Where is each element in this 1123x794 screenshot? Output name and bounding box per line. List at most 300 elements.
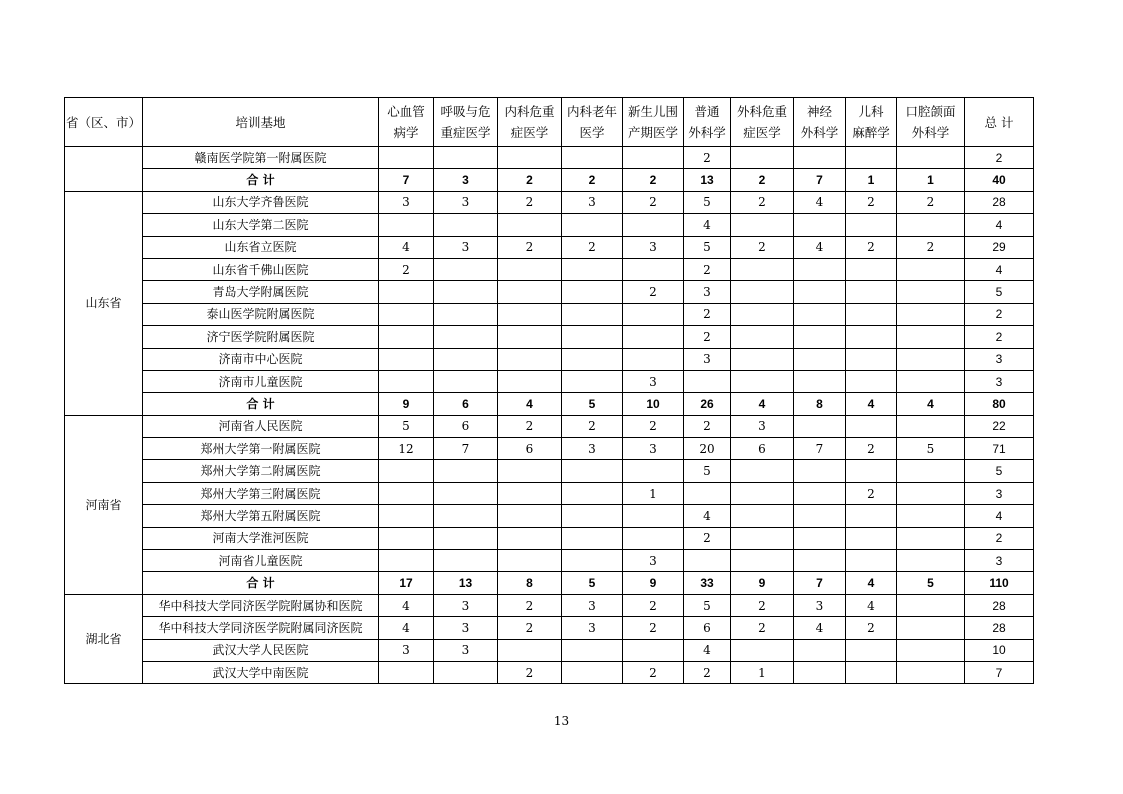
value-cell: 2 <box>846 617 897 639</box>
value-cell <box>794 550 846 572</box>
value-cell: 2 <box>731 594 794 616</box>
value-cell <box>846 550 897 572</box>
value-cell: 3 <box>562 617 623 639</box>
header-specialty <box>684 98 731 147</box>
header-specialty <box>731 98 794 147</box>
value-cell: 2 <box>623 661 684 683</box>
value-cell <box>434 326 498 348</box>
value-cell <box>498 482 562 504</box>
base-name: 济南市儿童医院 <box>143 370 379 392</box>
value-cell <box>731 214 794 236</box>
value-cell: 6 <box>498 438 562 460</box>
row-total: 28 <box>965 594 1034 616</box>
value-cell <box>498 147 562 169</box>
table-row <box>65 214 1034 236</box>
value-cell <box>731 482 794 504</box>
subtotal-row <box>65 572 1034 594</box>
value-cell <box>562 505 623 527</box>
value-cell <box>846 505 897 527</box>
value-cell <box>684 482 731 504</box>
value-cell <box>498 348 562 370</box>
value-cell <box>731 281 794 303</box>
value-cell <box>623 303 684 325</box>
value-cell: 3 <box>379 191 434 213</box>
table-row <box>65 550 1034 572</box>
value-cell: 4 <box>794 191 846 213</box>
row-total: 2 <box>965 147 1034 169</box>
base-name: 济南市中心医院 <box>143 348 379 370</box>
table-row <box>65 617 1034 639</box>
value-cell: 2 <box>846 236 897 258</box>
value-cell <box>897 370 965 392</box>
row-total: 28 <box>965 191 1034 213</box>
base-name: 济宁医学院附属医院 <box>143 326 379 348</box>
value-cell <box>897 415 965 437</box>
value-cell: 2 <box>684 303 731 325</box>
value-cell <box>794 370 846 392</box>
value-cell: 7 <box>794 438 846 460</box>
value-cell <box>897 303 965 325</box>
base-name: 郑州大学第五附属医院 <box>143 505 379 527</box>
page-number: 13 <box>553 714 570 728</box>
value-cell <box>794 415 846 437</box>
subtotal-value: 17 <box>379 572 434 594</box>
header-specialty <box>794 98 846 147</box>
value-cell <box>897 527 965 549</box>
value-cell <box>846 147 897 169</box>
value-cell <box>731 303 794 325</box>
value-cell: 3 <box>562 594 623 616</box>
value-cell <box>562 550 623 572</box>
subtotal-total: 40 <box>965 169 1034 191</box>
value-cell <box>794 326 846 348</box>
subtotal-value: 6 <box>434 393 498 415</box>
value-cell <box>897 505 965 527</box>
header-specialty <box>897 98 965 147</box>
value-cell: 2 <box>731 617 794 639</box>
subtotal-value: 5 <box>562 572 623 594</box>
subtotal-value: 2 <box>498 169 562 191</box>
value-cell: 4 <box>684 639 731 661</box>
base-name: 郑州大学第三附属医院 <box>143 482 379 504</box>
value-cell: 7 <box>434 438 498 460</box>
value-cell <box>897 661 965 683</box>
base-name: 泰山医学院附属医院 <box>143 303 379 325</box>
value-cell: 3 <box>434 639 498 661</box>
value-cell <box>498 527 562 549</box>
table-row <box>65 147 1034 169</box>
value-cell <box>846 281 897 303</box>
subtotal-value: 1 <box>846 169 897 191</box>
header-specialty-line: 儿科 <box>858 104 884 119</box>
value-cell <box>562 527 623 549</box>
table-row <box>65 303 1034 325</box>
value-cell <box>731 550 794 572</box>
base-name: 郑州大学第二附属医院 <box>143 460 379 482</box>
subtotal-value: 2 <box>731 169 794 191</box>
header-specialty-line: 内科老年 <box>566 104 617 119</box>
value-cell: 3 <box>684 348 731 370</box>
header-specialty-line: 症医学 <box>743 125 781 140</box>
value-cell: 3 <box>623 236 684 258</box>
value-cell <box>434 258 498 280</box>
value-cell <box>379 147 434 169</box>
value-cell <box>562 147 623 169</box>
value-cell <box>562 460 623 482</box>
base-name: 河南省儿童医院 <box>143 550 379 572</box>
value-cell <box>897 258 965 280</box>
value-cell: 2 <box>623 281 684 303</box>
value-cell <box>498 550 562 572</box>
subtotal-value: 5 <box>562 393 623 415</box>
subtotal-value: 4 <box>731 393 794 415</box>
subtotal-value: 13 <box>684 169 731 191</box>
base-name: 山东省千佛山医院 <box>143 258 379 280</box>
value-cell: 2 <box>623 415 684 437</box>
header-row <box>65 98 1034 147</box>
value-cell <box>498 281 562 303</box>
value-cell: 2 <box>498 661 562 683</box>
value-cell: 4 <box>684 214 731 236</box>
value-cell: 3 <box>623 550 684 572</box>
value-cell <box>897 639 965 661</box>
value-cell <box>498 639 562 661</box>
value-cell <box>794 258 846 280</box>
row-total: 4 <box>965 505 1034 527</box>
base-name: 华中科技大学同济医学院附属同济医院 <box>143 617 379 639</box>
value-cell: 20 <box>684 438 731 460</box>
table-row <box>65 460 1034 482</box>
base-name: 河南大学淮河医院 <box>143 527 379 549</box>
header-specialty-line: 麻醉学 <box>852 125 890 140</box>
header-specialty <box>846 98 897 147</box>
value-cell <box>434 370 498 392</box>
table-row <box>65 415 1034 437</box>
subtotal-value: 2 <box>562 169 623 191</box>
value-cell <box>846 527 897 549</box>
header-specialty-line: 病学 <box>393 125 419 140</box>
value-cell <box>731 639 794 661</box>
row-total: 5 <box>965 281 1034 303</box>
value-cell <box>379 326 434 348</box>
value-cell <box>731 348 794 370</box>
subtotal-value: 4 <box>846 572 897 594</box>
table-row <box>65 505 1034 527</box>
value-cell: 2 <box>623 594 684 616</box>
table-row <box>65 191 1034 213</box>
value-cell: 2 <box>623 191 684 213</box>
value-cell <box>897 214 965 236</box>
value-cell <box>794 281 846 303</box>
value-cell: 4 <box>846 594 897 616</box>
value-cell <box>379 505 434 527</box>
value-cell <box>623 214 684 236</box>
value-cell <box>684 550 731 572</box>
subtotal-row <box>65 393 1034 415</box>
value-cell: 2 <box>379 258 434 280</box>
subtotal-label: 合 计 <box>143 393 379 415</box>
value-cell <box>379 214 434 236</box>
value-cell: 2 <box>846 191 897 213</box>
value-cell: 4 <box>379 236 434 258</box>
header-specialty-line: 内科危重 <box>504 104 555 119</box>
subtotal-value: 2 <box>623 169 684 191</box>
value-cell: 3 <box>434 236 498 258</box>
value-cell: 2 <box>623 617 684 639</box>
value-cell: 2 <box>684 258 731 280</box>
value-cell <box>897 550 965 572</box>
value-cell <box>897 281 965 303</box>
value-cell <box>794 505 846 527</box>
subtotal-value: 10 <box>623 393 684 415</box>
value-cell <box>794 348 846 370</box>
value-cell <box>731 460 794 482</box>
subtotal-value: 7 <box>379 169 434 191</box>
value-cell <box>379 303 434 325</box>
header-specialty-line: 神经 <box>806 104 832 119</box>
value-cell <box>897 147 965 169</box>
value-cell <box>562 482 623 504</box>
value-cell <box>846 214 897 236</box>
header-total: 总 计 <box>965 98 1034 147</box>
row-total: 3 <box>965 348 1034 370</box>
subtotal-total: 110 <box>965 572 1034 594</box>
header-specialty <box>434 98 498 147</box>
value-cell <box>623 348 684 370</box>
value-cell: 3 <box>623 438 684 460</box>
value-cell <box>684 370 731 392</box>
subtotal-value: 3 <box>434 169 498 191</box>
value-cell <box>731 258 794 280</box>
value-cell <box>731 505 794 527</box>
value-cell <box>623 460 684 482</box>
value-cell: 3 <box>562 191 623 213</box>
province-cell: 湖北省 <box>65 594 143 684</box>
value-cell: 2 <box>498 191 562 213</box>
table-row <box>65 594 1034 616</box>
value-cell <box>623 527 684 549</box>
value-cell <box>794 639 846 661</box>
value-cell <box>434 147 498 169</box>
value-cell: 3 <box>684 281 731 303</box>
header-specialty <box>498 98 562 147</box>
value-cell: 5 <box>379 415 434 437</box>
value-cell <box>846 639 897 661</box>
table-row <box>65 438 1034 460</box>
value-cell <box>731 370 794 392</box>
table-row <box>65 236 1034 258</box>
value-cell: 5 <box>684 460 731 482</box>
value-cell: 2 <box>684 326 731 348</box>
value-cell <box>794 214 846 236</box>
value-cell <box>562 326 623 348</box>
value-cell <box>562 214 623 236</box>
header-specialty-line: 外科学 <box>800 125 839 140</box>
value-cell <box>498 214 562 236</box>
table-row <box>65 370 1034 392</box>
row-total: 71 <box>965 438 1034 460</box>
value-cell <box>562 303 623 325</box>
header-specialty <box>379 98 434 147</box>
value-cell: 4 <box>379 594 434 616</box>
value-cell: 1 <box>623 482 684 504</box>
value-cell <box>846 415 897 437</box>
value-cell <box>623 639 684 661</box>
base-name: 武汉大学人民医院 <box>143 639 379 661</box>
subtotal-value: 4 <box>846 393 897 415</box>
subtotal-value: 9 <box>379 393 434 415</box>
value-cell: 5 <box>684 594 731 616</box>
value-cell <box>623 505 684 527</box>
header-specialty-line: 口腔颌面 <box>905 104 956 119</box>
value-cell <box>731 326 794 348</box>
value-cell: 2 <box>846 438 897 460</box>
value-cell: 12 <box>379 438 434 460</box>
value-cell: 4 <box>794 236 846 258</box>
row-total: 3 <box>965 370 1034 392</box>
value-cell: 2 <box>731 191 794 213</box>
table-row <box>65 527 1034 549</box>
value-cell <box>562 661 623 683</box>
value-cell <box>846 303 897 325</box>
table-row <box>65 326 1034 348</box>
value-cell: 2 <box>846 482 897 504</box>
value-cell: 5 <box>684 191 731 213</box>
row-total: 7 <box>965 661 1034 683</box>
value-cell <box>498 505 562 527</box>
value-cell: 1 <box>731 661 794 683</box>
value-cell <box>562 281 623 303</box>
value-cell <box>794 482 846 504</box>
subtotal-total: 80 <box>965 393 1034 415</box>
value-cell: 4 <box>379 617 434 639</box>
value-cell <box>562 348 623 370</box>
header-specialty-line: 产期医学 <box>627 125 678 140</box>
value-cell: 3 <box>434 594 498 616</box>
value-cell <box>794 147 846 169</box>
value-cell: 3 <box>623 370 684 392</box>
value-cell: 6 <box>434 415 498 437</box>
base-name: 山东大学齐鲁医院 <box>143 191 379 213</box>
value-cell: 2 <box>498 415 562 437</box>
value-cell <box>379 281 434 303</box>
subtotal-label: 合 计 <box>143 572 379 594</box>
value-cell: 2 <box>684 527 731 549</box>
value-cell <box>562 639 623 661</box>
table-row <box>65 482 1034 504</box>
value-cell <box>434 505 498 527</box>
subtotal-value: 8 <box>498 572 562 594</box>
base-name: 郑州大学第一附属医院 <box>143 438 379 460</box>
value-cell: 2 <box>562 236 623 258</box>
subtotal-value: 4 <box>498 393 562 415</box>
value-cell <box>623 258 684 280</box>
header-specialty-line: 呼吸与危 <box>440 104 491 119</box>
value-cell: 2 <box>897 236 965 258</box>
value-cell <box>623 326 684 348</box>
value-cell <box>794 527 846 549</box>
table-row <box>65 258 1034 280</box>
value-cell: 2 <box>498 617 562 639</box>
value-cell <box>379 482 434 504</box>
province-cell: 山东省 <box>65 191 143 415</box>
header-specialty-line: 外科学 <box>688 125 726 140</box>
value-cell <box>379 527 434 549</box>
header-specialty <box>562 98 623 147</box>
table-row <box>65 639 1034 661</box>
value-cell: 3 <box>731 415 794 437</box>
row-total: 2 <box>965 527 1034 549</box>
subtotal-value: 5 <box>897 572 965 594</box>
value-cell: 4 <box>794 617 846 639</box>
value-cell: 5 <box>684 236 731 258</box>
header-province: 省（区、市） <box>65 98 143 147</box>
value-cell <box>498 326 562 348</box>
value-cell <box>897 326 965 348</box>
value-cell <box>434 550 498 572</box>
table-row <box>65 661 1034 683</box>
value-cell <box>434 527 498 549</box>
header-specialty-line: 医学 <box>579 125 605 140</box>
value-cell <box>794 661 846 683</box>
value-cell: 2 <box>498 594 562 616</box>
value-cell: 3 <box>434 617 498 639</box>
row-total: 2 <box>965 326 1034 348</box>
header-specialty-line: 外科危重 <box>736 104 787 119</box>
value-cell: 3 <box>794 594 846 616</box>
value-cell <box>498 258 562 280</box>
training-base-table <box>64 97 1034 684</box>
value-cell <box>794 460 846 482</box>
subtotal-value: 7 <box>794 572 846 594</box>
value-cell: 4 <box>684 505 731 527</box>
value-cell <box>434 303 498 325</box>
value-cell <box>434 460 498 482</box>
value-cell: 2 <box>731 236 794 258</box>
value-cell <box>846 348 897 370</box>
value-cell <box>846 370 897 392</box>
subtotal-value: 7 <box>794 169 846 191</box>
value-cell <box>434 482 498 504</box>
value-cell <box>897 617 965 639</box>
value-cell: 2 <box>562 415 623 437</box>
base-name: 山东省立医院 <box>143 236 379 258</box>
value-cell <box>623 147 684 169</box>
value-cell <box>434 214 498 236</box>
table-row <box>65 348 1034 370</box>
row-total: 28 <box>965 617 1034 639</box>
value-cell <box>731 527 794 549</box>
value-cell <box>897 594 965 616</box>
value-cell <box>846 661 897 683</box>
row-total: 2 <box>965 303 1034 325</box>
province-cell: 河南省 <box>65 415 143 594</box>
header-specialty <box>623 98 684 147</box>
subtotal-label: 合 计 <box>143 169 379 191</box>
value-cell: 2 <box>684 661 731 683</box>
value-cell <box>379 550 434 572</box>
value-cell: 3 <box>379 639 434 661</box>
subtotal-value: 9 <box>731 572 794 594</box>
value-cell <box>379 370 434 392</box>
row-total: 4 <box>965 214 1034 236</box>
base-name: 青岛大学附属医院 <box>143 281 379 303</box>
value-cell <box>846 258 897 280</box>
value-cell <box>379 348 434 370</box>
subtotal-value: 1 <box>897 169 965 191</box>
subtotal-value: 26 <box>684 393 731 415</box>
header-specialty-line: 症医学 <box>510 125 549 140</box>
